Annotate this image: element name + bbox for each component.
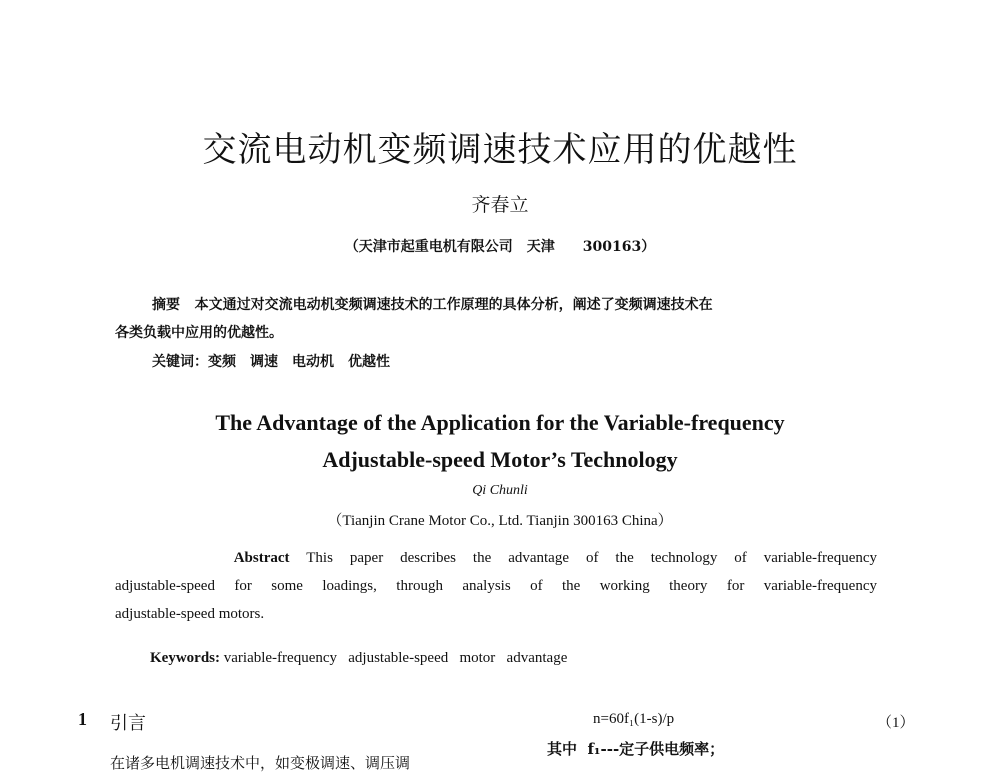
keywords-en-terms: variable-frequency adjustable-speed motor advantage	[223, 650, 568, 666]
abstract-cn-label: 摘要	[152, 297, 180, 313]
abstract-en-label: Abstract	[233, 550, 290, 566]
where-text: f₁---定子供电频率；	[587, 740, 725, 758]
author-name-cn: 齐春立	[471, 194, 529, 216]
abstract-en-line-2: adjustable-speed for some loadings, through analysis of the working theory for variable-frequency	[115, 578, 877, 594]
abstract-cn-line-2: 各类负载中应用的优越性。	[115, 325, 283, 341]
affiliation-cn: （天津市起重电机有限公司 天津 300163）	[344, 239, 656, 255]
keywords-en-label: Keywords:	[150, 650, 220, 666]
abstract-cn-line-1	[152, 294, 713, 314]
keywords-cn	[152, 351, 390, 371]
equation-number: （1）	[877, 715, 915, 731]
paper-title-en-line-1: The Advantage of the Application for the Variable-frequency	[215, 410, 785, 435]
affiliation-en: （Tianjin Crane Motor Co., Ltd. Tianjin 300163 China）	[327, 513, 673, 529]
abstract-en-text-1: This paper describes the advantage of the technology of variable-frequency	[306, 550, 878, 566]
paper-title-en-line-2: Adjustable-speed Motor’s Technology	[322, 447, 678, 472]
abstract-en-line-3: adjustable-speed motors.	[115, 606, 265, 622]
equation-where-line	[547, 738, 724, 759]
intro-paragraph-partial: 在诸多电机调速技术中，如变极调速、调压调	[110, 754, 411, 772]
keywords-en	[150, 650, 567, 667]
section-number: 1	[78, 709, 87, 729]
equation-formula: n=60f₁(1-s)/p	[593, 711, 675, 727]
abstract-cn-text-1: 本文通过对交流电动机变频调速技术的工作原理的具体分析，阐述了变频调速技术在	[194, 297, 713, 313]
keywords-cn-label: 关键词：	[152, 354, 208, 370]
keywords-cn-terms: 变频 调速 电动机 优越性	[208, 354, 390, 370]
section-title: 引言	[110, 713, 146, 734]
abstract-en-line-1	[115, 550, 877, 567]
author-name-en: Qi Chunli	[472, 483, 528, 498]
where-prefix: 其中	[547, 740, 578, 758]
paper-title-cn: 交流电动机变频调速技术应用的优越性	[202, 130, 798, 170]
